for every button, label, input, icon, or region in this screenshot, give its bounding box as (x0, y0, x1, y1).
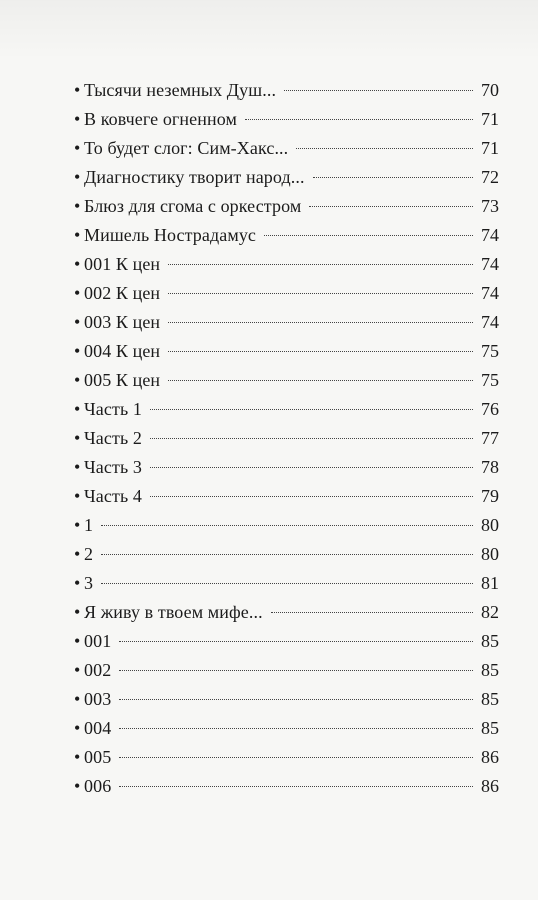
toc-row (74, 743, 499, 772)
bullet-icon: • (74, 399, 81, 419)
toc-entry-page: 76 (481, 399, 499, 419)
table-of-contents (74, 76, 499, 801)
dot-leader (119, 699, 473, 700)
toc-entry-title: 004 К цен (84, 341, 161, 361)
dot-leader (264, 235, 473, 236)
dot-leader (101, 554, 473, 555)
dot-leader (284, 90, 473, 91)
toc-row (74, 134, 499, 163)
dot-leader (119, 728, 473, 729)
toc-entry-title: Часть 1 (84, 399, 142, 419)
bullet-icon: • (74, 689, 81, 709)
toc-entry-page: 74 (481, 312, 499, 332)
toc-row (74, 540, 499, 569)
toc-entry-title: Блюз для сгома с оркестром (84, 196, 302, 216)
toc-row (74, 395, 499, 424)
toc-entry-title: Часть 3 (84, 457, 142, 477)
toc-entry-title: В ковчеге огненном (84, 109, 237, 129)
dot-leader (168, 264, 473, 265)
toc-entry-page: 73 (481, 196, 499, 216)
bullet-icon: • (74, 341, 81, 361)
toc-entry-page: 74 (481, 254, 499, 274)
bullet-icon: • (74, 544, 81, 564)
toc-entry-title: 1 (84, 515, 94, 535)
toc-entry-page: 79 (481, 486, 499, 506)
dot-leader (168, 380, 473, 381)
toc-entry-title: 001 К цен (84, 254, 161, 274)
toc-entry-title: 3 (84, 573, 94, 593)
toc-entry-page: 75 (481, 370, 499, 390)
dot-leader (245, 119, 473, 120)
toc-entry-title: 005 К цен (84, 370, 161, 390)
toc-row (74, 569, 499, 598)
toc-entry-page: 82 (481, 602, 499, 622)
dot-leader (150, 438, 473, 439)
toc-entry-title: Мишель Нострадамус (84, 225, 257, 245)
bullet-icon: • (74, 167, 81, 187)
dot-leader (119, 670, 473, 671)
toc-row (74, 772, 499, 801)
dot-leader (119, 786, 473, 787)
dot-leader (271, 612, 473, 613)
bullet-icon: • (74, 283, 81, 303)
bullet-icon: • (74, 602, 81, 622)
toc-entry-title: 004 (84, 718, 112, 738)
dot-leader (101, 525, 473, 526)
bullet-icon: • (74, 573, 81, 593)
dot-leader (168, 322, 473, 323)
bullet-icon: • (74, 718, 81, 738)
toc-entry-page: 85 (481, 660, 499, 680)
toc-row (74, 511, 499, 540)
toc-row (74, 192, 499, 221)
bullet-icon: • (74, 428, 81, 448)
toc-row (74, 598, 499, 627)
toc-entry-page: 71 (481, 109, 499, 129)
toc-entry-title: То будет слог: Сим-Хакс... (84, 138, 289, 158)
bullet-icon: • (74, 225, 81, 245)
toc-entry-page: 85 (481, 689, 499, 709)
bullet-icon: • (74, 631, 81, 651)
toc-row (74, 714, 499, 743)
toc-row (74, 366, 499, 395)
toc-row (74, 424, 499, 453)
toc-entry-page: 86 (481, 747, 499, 767)
toc-row (74, 685, 499, 714)
toc-entry-page: 72 (481, 167, 499, 187)
toc-entry-page: 78 (481, 457, 499, 477)
bullet-icon: • (74, 515, 81, 535)
dot-leader (296, 148, 473, 149)
bullet-icon: • (74, 254, 81, 274)
toc-entry-page: 85 (481, 631, 499, 651)
toc-entry-title: 003 К цен (84, 312, 161, 332)
bullet-icon: • (74, 457, 81, 477)
toc-row (74, 627, 499, 656)
toc-row (74, 482, 499, 511)
toc-row (74, 105, 499, 134)
toc-entry-page: 77 (481, 428, 499, 448)
dot-leader (309, 206, 473, 207)
bullet-icon: • (74, 747, 81, 767)
dot-leader (168, 293, 473, 294)
toc-entry-page: 75 (481, 341, 499, 361)
bullet-icon: • (74, 138, 81, 158)
toc-entry-page: 86 (481, 776, 499, 796)
toc-entry-page: 74 (481, 225, 499, 245)
toc-row (74, 453, 499, 482)
toc-entry-title: 2 (84, 544, 94, 564)
bullet-icon: • (74, 370, 81, 390)
toc-entry-title: 002 (84, 660, 112, 680)
toc-entry-title: 006 (84, 776, 112, 796)
bullet-icon: • (74, 196, 81, 216)
dot-leader (150, 409, 473, 410)
dot-leader (168, 351, 473, 352)
dot-leader (150, 467, 473, 468)
toc-entry-page: 74 (481, 283, 499, 303)
bullet-icon: • (74, 80, 81, 100)
toc-entry-title: Тысячи неземных Душ... (84, 80, 277, 100)
dot-leader (313, 177, 473, 178)
toc-entry-page: 70 (481, 80, 499, 100)
bullet-icon: • (74, 109, 81, 129)
dot-leader (119, 757, 473, 758)
toc-entry-title: Диагностику творит народ... (84, 167, 305, 187)
toc-row (74, 221, 499, 250)
toc-row (74, 656, 499, 685)
toc-entry-title: Часть 2 (84, 428, 142, 448)
toc-entry-page: 81 (481, 573, 499, 593)
toc-entry-title: 002 К цен (84, 283, 161, 303)
toc-entry-page: 80 (481, 515, 499, 535)
toc-row (74, 250, 499, 279)
toc-entry-title: 001 (84, 631, 112, 651)
bullet-icon: • (74, 776, 81, 796)
toc-row (74, 76, 499, 105)
toc-entry-title: Я живу в твоем мифе... (84, 602, 263, 622)
toc-row (74, 337, 499, 366)
bullet-icon: • (74, 312, 81, 332)
toc-entry-title: 005 (84, 747, 112, 767)
toc-row (74, 308, 499, 337)
toc-entry-title: 003 (84, 689, 112, 709)
toc-row (74, 279, 499, 308)
dot-leader (119, 641, 473, 642)
toc-entry-page: 71 (481, 138, 499, 158)
bullet-icon: • (74, 486, 81, 506)
toc-entry-page: 85 (481, 718, 499, 738)
toc-entry-page: 80 (481, 544, 499, 564)
bullet-icon: • (74, 660, 81, 680)
toc-row (74, 163, 499, 192)
dot-leader (150, 496, 473, 497)
dot-leader (101, 583, 473, 584)
toc-entry-title: Часть 4 (84, 486, 142, 506)
